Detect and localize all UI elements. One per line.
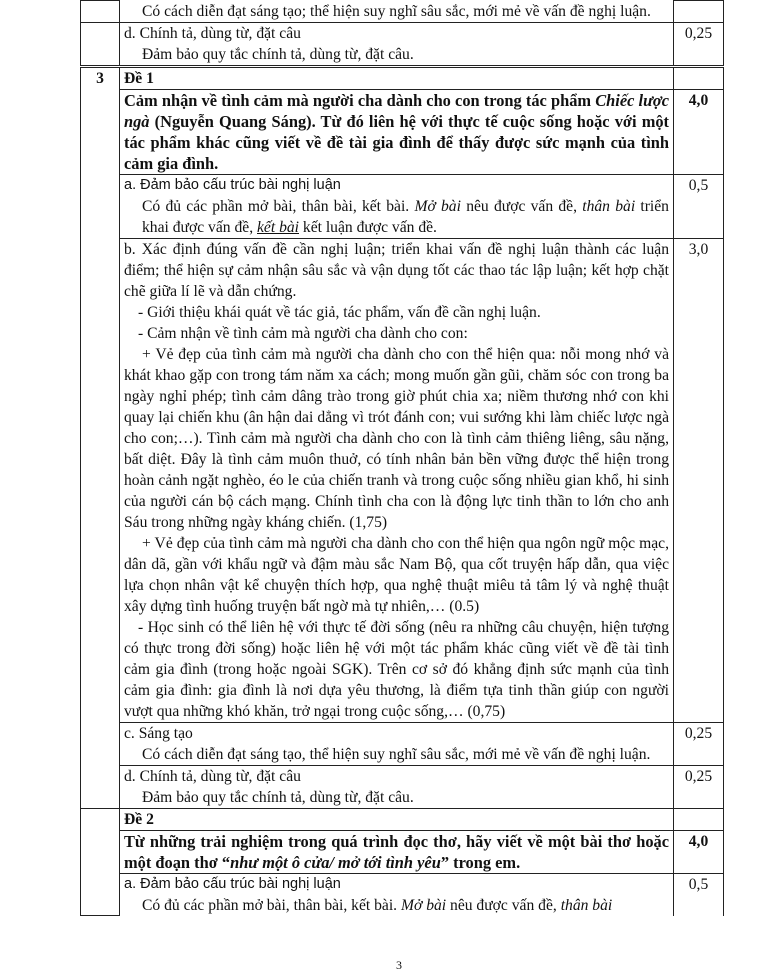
score-cell: 0,25 xyxy=(674,722,724,765)
criterion-text: Đảm bảo quy tắc chính tả, dùng từ, đặt câu. xyxy=(142,45,414,63)
score-cell xyxy=(674,808,724,830)
question-cell xyxy=(81,808,120,916)
table-row xyxy=(81,873,724,916)
criterion-title: d. Chính tả, dùng từ, đặt câu xyxy=(124,24,301,42)
criterion-text: Có cách diễn đạt sáng tạo, thể hiện suy nghĩ sâu sắc, mới mẻ về vấn đề nghị luận. xyxy=(142,745,651,763)
score-cell: 0,25 xyxy=(674,765,724,808)
score-cell: 0,5 xyxy=(674,873,724,916)
score-cell xyxy=(674,66,724,89)
sub-item: + Vẻ đẹp của tình cảm mà người cha dành cho con thể hiện qua ngôn ngữ mộc mạc, dân dã, gần với khẩu ngữ và đậm màu sắc Nam Bộ, qua cốt truyện hấp dẫn, qua việc lựa chọn nhân vật kể chuyện thích hợp, qua nghệ thuật miêu tả tâm lý và nghệ thuật xây dựng tình huống truyện bất ngờ mà tự nhiên,… (0.5) xyxy=(124,534,669,615)
score-cell: 3,0 xyxy=(674,238,724,722)
bullet-item: - Giới thiệu khái quát về tác giả, tác phẩm, vấn đề cần nghị luận. xyxy=(138,303,541,321)
de2-score: 4,0 xyxy=(674,830,724,873)
de2-label: Đề 2 xyxy=(120,808,674,830)
bullet-item: - Học sinh có thể liên hệ với thực tế đời sống (nêu ra những câu chuyện, hiện tượng có thực trong đời sống) hoặc liên hệ với một tác phẩm khác cũng viết về đề tài tình cảm gia đình (trong hoặc ngoài SGK). Trên cơ sở đó khẳng định sức mạnh của tình cảm gia đình: gia đình là nơi dựa yêu thương, là điểm tựa tinh thần giúp con người vượt qua những khó khăn, trở ngại trong cuộc sống,… (0,75) xyxy=(124,618,669,720)
question-number: 3 xyxy=(81,66,120,808)
page-number: 3 xyxy=(396,958,402,972)
criterion-cell xyxy=(120,765,674,808)
question-cell xyxy=(81,22,120,66)
table-row xyxy=(81,830,724,873)
criterion-cell xyxy=(120,22,674,66)
criterion-title: d. Chính tả, dùng từ, đặt câu xyxy=(124,767,301,785)
de2-prompt: Từ những trải nghiệm trong quá trình đọc thơ, hãy viết về một bài thơ hoặc một đoạn thơ “như một ô cửa/ mở tới tình yêu” trong em. xyxy=(120,830,674,873)
score-cell: 0,5 xyxy=(674,174,724,238)
criterion-text: b. Xác định đúng vấn đề cần nghị luận; triển khai vấn đề nghị luận thành các luận điểm; thể hiện sự cảm nhận sâu sắc và vận dụng tốt các thao tác lập luận; kết hợp chặt chẽ giữa lí lẽ và dẫn chứng. xyxy=(124,240,669,300)
table-row xyxy=(81,238,724,722)
criterion-text: Có đủ các phần mở bài, thân bài, kết bài. Mở bài nêu được vấn đề, thân bài triển khai được vấn đề, kết bài kết luận được vấn đề. xyxy=(142,197,669,236)
criterion-cell xyxy=(120,1,674,23)
criterion-title: c. Sáng tạo xyxy=(124,724,193,742)
criterion-text: Có đủ các phần mở bài, thân bài, kết bài. Mở bài nêu được vấn đề, thân bài xyxy=(142,896,613,914)
table-row xyxy=(81,66,724,89)
table-row xyxy=(81,89,724,174)
score-cell: 0,25 xyxy=(674,22,724,66)
question-cell xyxy=(81,1,120,23)
answer-key-sheet xyxy=(80,0,720,916)
table-row xyxy=(81,174,724,238)
criterion-cell xyxy=(120,873,674,916)
criterion-cell xyxy=(120,238,674,722)
poem-quote: như một ô cửa/ mở tới tình yêu xyxy=(230,852,441,872)
table-row xyxy=(81,22,724,66)
de1-prompt: Cảm nhận về tình cảm mà người cha dành cho con trong tác phẩm Chiếc lược ngà (Nguyễn Quang Sáng). Từ đó liên hệ với thực tế cuộc sống hoặc với một tác phẩm khác cũng viết về đề tài gia đình để thấy được sức mạnh của tình cảm gia đình. xyxy=(120,89,674,174)
sub-item: + Vẻ đẹp của tình cảm mà người cha dành cho con thể hiện qua: nỗi mong nhớ và khát khao gặp con trong tám năm xa cách; mong muốn gần gũi, chăm sóc con trong ba ngày nghỉ phép; tình cảm dâng trào trong giờ phút chia xa; niềm thương nhớ con khi quay lại chiến khu (ân hận dai dẳng vì trót đánh con; vui sướng khi làm chiếc lược ngà cho con;…). Tình cảm mà người cha dành cho con là tình cảm thiêng liêng, sâu nặng, bất diệt. Đây là tình cảm muôn thuở, có tính nhân bản bền vững được thể hiện trong hoàn cảnh ngặt nghèo, éo le của chiến tranh và trong cuộc sống nhiều gian khổ, hi sinh của người cán bộ cách mạng. Chính tình cha con là động lực tinh thần to lớn cho anh Sáu trong những ngày kháng chiến. (1,75) xyxy=(124,345,669,531)
criterion-text: Có cách diễn đạt sáng tạo; thể hiện suy nghĩ sâu sắc, mới mẻ về vấn đề nghị luận. xyxy=(142,2,651,20)
table-row xyxy=(81,808,724,830)
criterion-title: a. Đảm bảo cấu trúc bài nghị luận xyxy=(124,176,341,193)
table-row xyxy=(81,722,724,765)
table-row xyxy=(81,1,724,23)
criterion-text: Đảm bảo quy tắc chính tả, dùng từ, đặt câu. xyxy=(142,788,414,806)
bullet-item: - Cảm nhận về tình cảm mà người cha dành cho con: xyxy=(138,324,468,342)
criterion-cell xyxy=(120,174,674,238)
score-cell xyxy=(674,1,724,23)
grading-table xyxy=(80,0,724,916)
work-title: Chiếc lược ngà xyxy=(124,90,669,131)
criterion-cell xyxy=(120,722,674,765)
de1-label: Đề 1 xyxy=(120,66,674,89)
criterion-title: a. Đảm bảo cấu trúc bài nghị luận xyxy=(124,875,341,892)
de1-score: 4,0 xyxy=(674,89,724,174)
table-row xyxy=(81,765,724,808)
